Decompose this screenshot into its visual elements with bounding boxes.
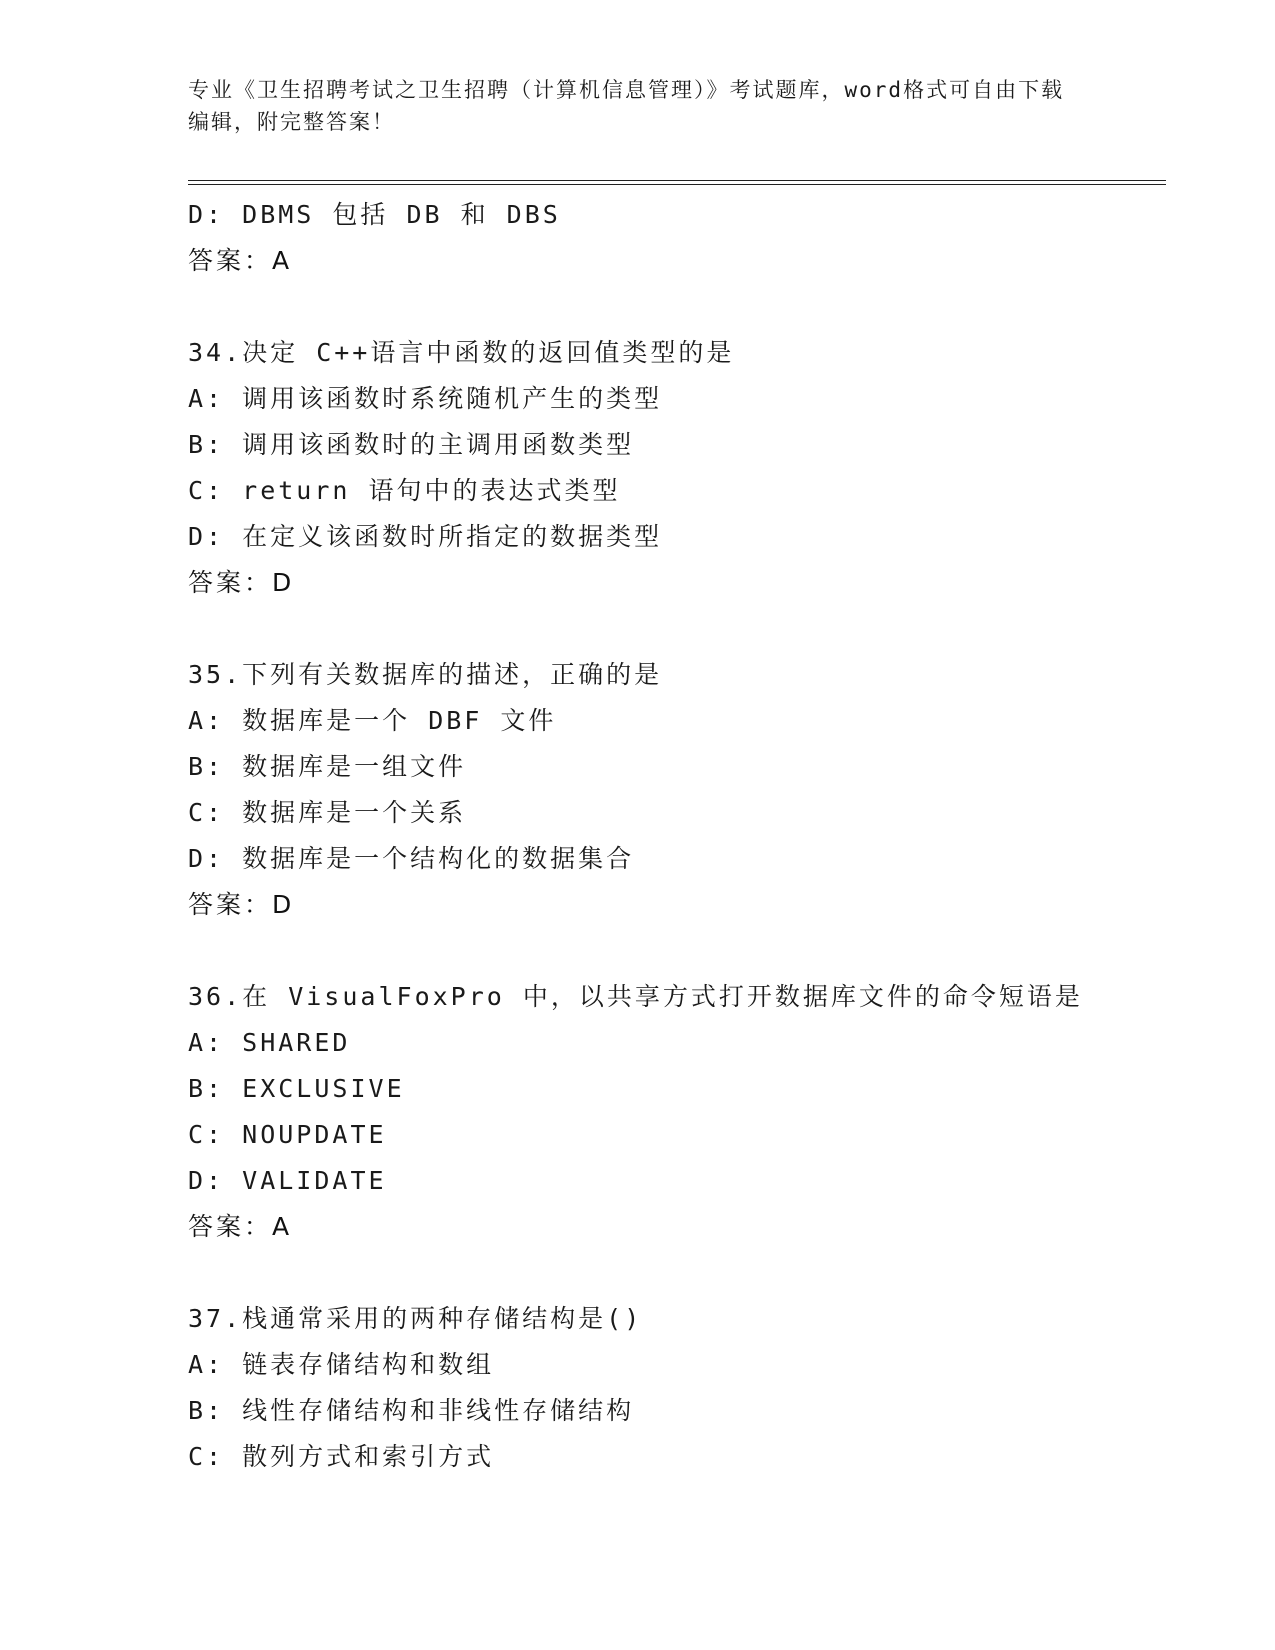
question-stem: 37.栈通常采用的两种存储结构是() — [188, 1304, 643, 1333]
option-c: C: NOUPDATE — [188, 1120, 387, 1149]
option-c: C: 散列方式和索引方式 — [188, 1442, 495, 1471]
question-stem: 35.下列有关数据库的描述，正确的是 — [188, 660, 663, 689]
option-b: B: EXCLUSIVE — [188, 1074, 405, 1103]
question-36 — [188, 974, 1166, 1250]
option-a: A: 数据库是一个 DBF 文件 — [188, 706, 557, 735]
spacer — [188, 1250, 1166, 1296]
answer-line: 答案：A — [188, 1212, 293, 1241]
spacer — [188, 284, 1166, 330]
question-34 — [188, 330, 1166, 606]
question-35 — [188, 652, 1166, 928]
option-a: A: 调用该函数时系统随机产生的类型 — [188, 384, 663, 413]
question-37 — [188, 1296, 1166, 1480]
option-b: B: 线性存储结构和非线性存储结构 — [188, 1396, 635, 1425]
answer-line: 答案：A — [188, 246, 293, 275]
option-d: D: DBMS 包括 DB 和 DBS — [188, 200, 561, 229]
option-b: B: 调用该函数时的主调用函数类型 — [188, 430, 635, 459]
option-d: D: 在定义该函数时所指定的数据类型 — [188, 522, 663, 551]
answer-line: 答案：D — [188, 568, 295, 597]
document-header: 专业《卫生招聘考试之卫生招聘（计算机信息管理）》考试题库，word格式可自由下载编辑，附完整答案！ — [188, 78, 1065, 134]
spacer — [188, 928, 1166, 974]
option-a: A: SHARED — [188, 1028, 351, 1057]
question-stem: 36.在 VisualFoxPro 中，以共享方式打开数据库文件的命令短语是 — [188, 982, 1083, 1011]
option-a: A: 链表存储结构和数组 — [188, 1350, 495, 1379]
question-list — [188, 192, 1166, 1480]
option-d: D: VALIDATE — [188, 1166, 387, 1195]
option-c: C: 数据库是一个关系 — [188, 798, 467, 827]
option-d: D: 数据库是一个结构化的数据集合 — [188, 844, 635, 873]
answer-line: 答案：D — [188, 890, 295, 919]
question-stem: 34.决定 C++语言中函数的返回值类型的是 — [188, 338, 735, 367]
header-divider — [188, 180, 1166, 185]
spacer — [188, 606, 1166, 652]
option-c: C: return 语句中的表达式类型 — [188, 476, 621, 505]
option-b: B: 数据库是一组文件 — [188, 752, 467, 781]
